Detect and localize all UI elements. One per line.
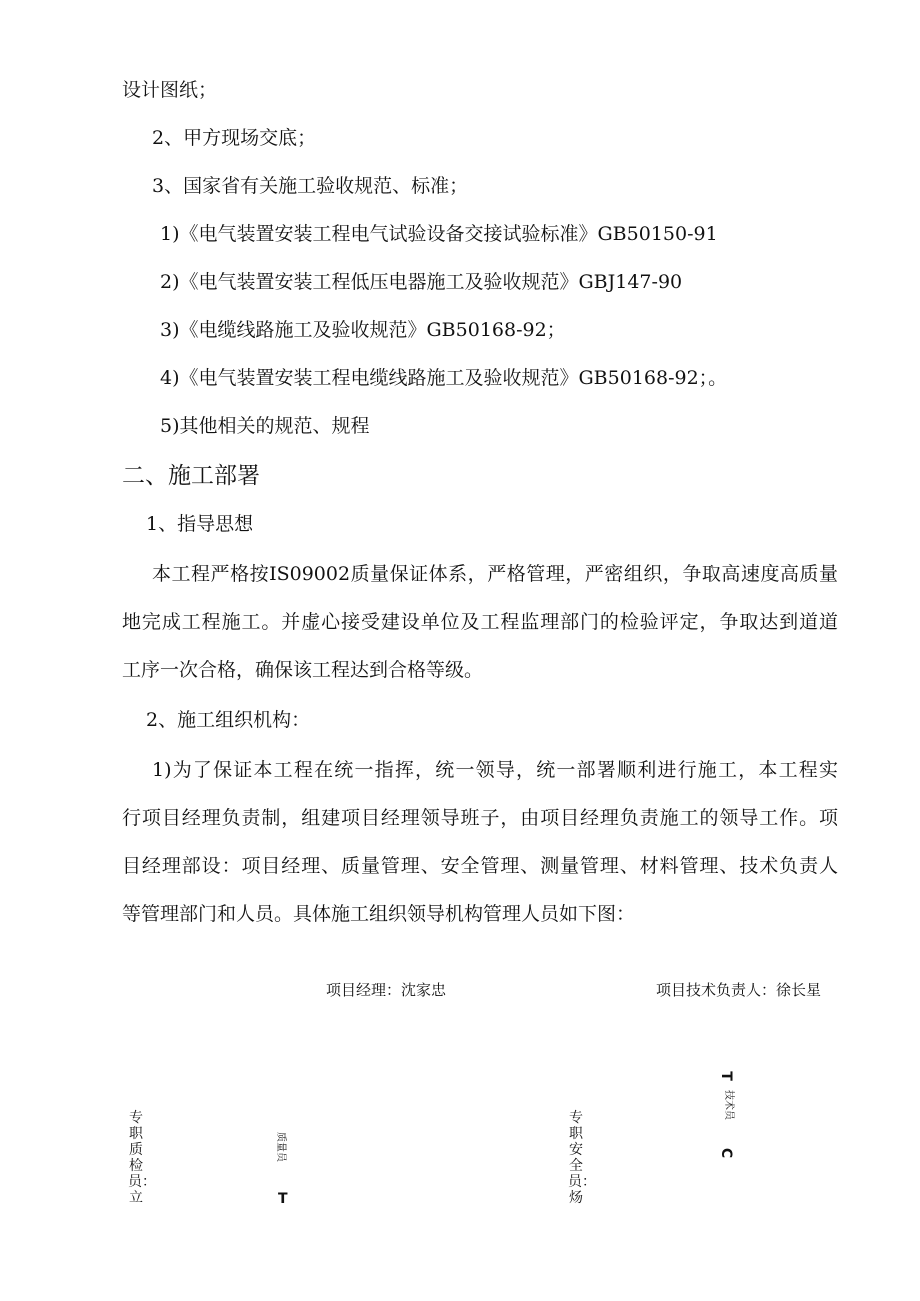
org-tech-rotated-label: 技术员 [723, 1090, 734, 1120]
org-quality-rotated-label: 质量员 [275, 1132, 286, 1162]
organization-paragraph-line-1: 1)为了保证本工程在统一指挥，统一领导，统一部署顺利进行施工，本工程实 [152, 759, 838, 781]
organization-paragraph-line-3: 目经理部设：项目经理、质量管理、安全管理、测量管理、材料管理、技术负责人 [122, 855, 838, 877]
section-2-title: 二、施工部署 [122, 463, 260, 489]
org-tech-mark-top: T [717, 1071, 734, 1081]
standard-item-4: 4)《电气装置安装工程电缆线路施工及验收规范》GB50168-92；。 [160, 367, 728, 389]
subsection-organization-title: 2、施工组织机构： [146, 709, 311, 731]
basis-item-2: 2、甲方现场交底； [152, 127, 317, 149]
standard-item-5: 5)其他相关的规范、规程 [160, 415, 370, 437]
design-drawings-line: 设计图纸； [122, 79, 218, 101]
organization-paragraph-line-4: 等管理部门和人员。具体施工组织领导机构管理人员如下图： [122, 903, 636, 925]
org-quality-mark: T [278, 1191, 288, 1207]
org-tech-mark-bottom: C [718, 1147, 735, 1159]
standard-item-1: 1)《电气装置安装工程电气试验设备交接试验标准》GB50150-91 [160, 223, 718, 245]
standard-item-2: 2)《电气装置安装工程低压电器施工及验收规范》GBJ147-90 [160, 271, 683, 293]
subsection-guiding-title: 1、指导思想 [146, 513, 254, 535]
standard-item-3: 3)《电缆线路施工及验收规范》GB50168-92； [160, 319, 566, 341]
org-project-manager: 项目经理：沈家忠 [326, 981, 447, 999]
guiding-paragraph-line-1: 本工程严格按IS09002质量保证体系，严格管理，严密组织，争取高速度高质量 [152, 563, 838, 585]
org-tech-lead: 项目技术负责人：徐长星 [656, 981, 822, 999]
guiding-paragraph-line-2: 地完成工程施工。并虚心接受建设单位及工程监理部门的检验评定，争取达到道道 [122, 611, 838, 633]
org-safety-officer: 专职安全员：炀 [568, 1110, 596, 1206]
org-quality-inspector: 专职质检员：立 [128, 1110, 156, 1206]
basis-item-3: 3、国家省有关施工验收规范、标准； [152, 175, 469, 197]
guiding-paragraph-line-3: 工序一次合格，确保该工程达到合格等级。 [122, 659, 484, 681]
organization-paragraph-line-2: 行项目经理负责制，组建项目经理领导班子，由项目经理负责施工的领导工作。项 [122, 807, 838, 829]
